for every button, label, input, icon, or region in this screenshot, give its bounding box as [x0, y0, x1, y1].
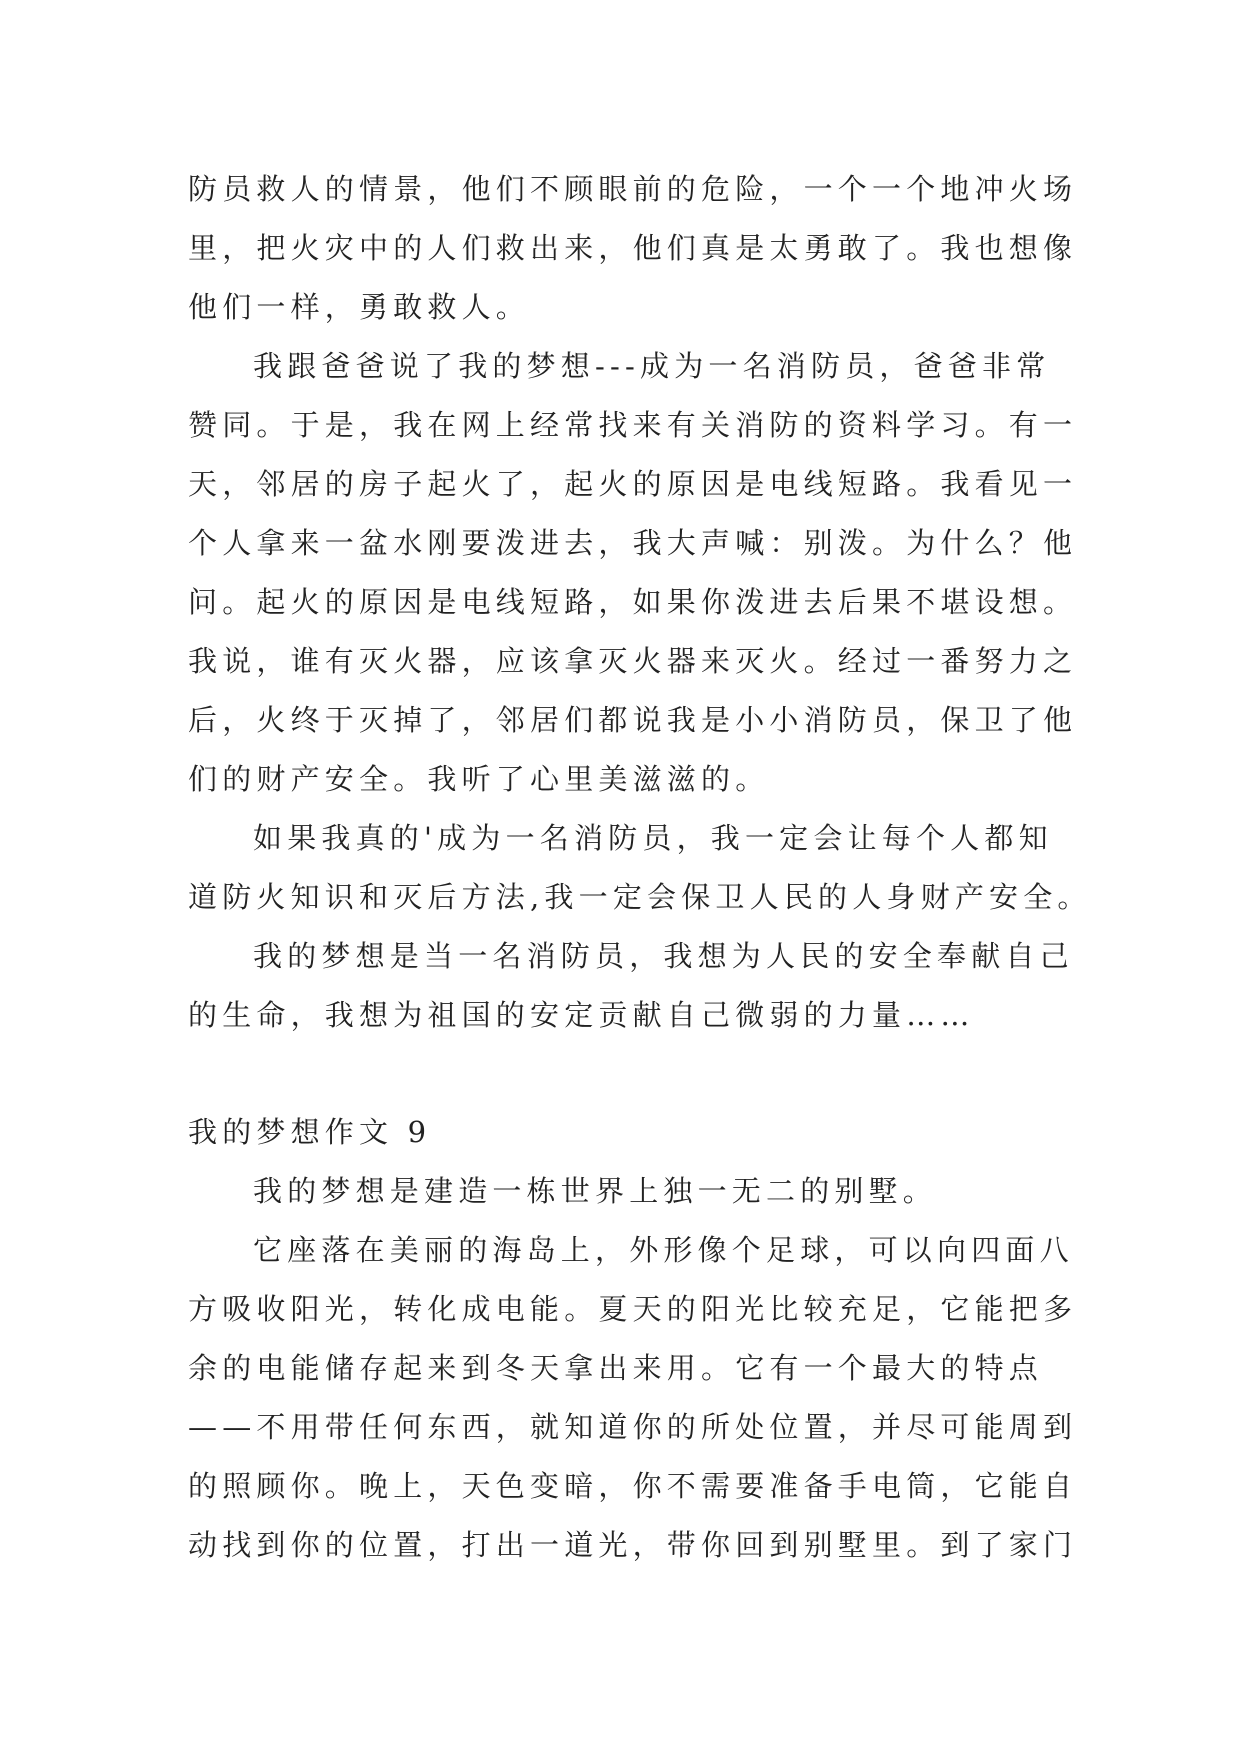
text-line: 赞同。于是，我在网上经常找来有关消防的资料学习。有一 — [188, 408, 1078, 442]
text-line: ——不用带任何东西，就知道你的所处位置，并尽可能周到 — [188, 1410, 1078, 1444]
text-line: 如果我真的'成为一名消防员，我一定会让每个人都知 — [253, 821, 1053, 855]
text-line: 后，火终于灭掉了，邻居们都说我是小小消防员，保卫了他 — [188, 703, 1078, 737]
text-line: 方吸收阳光，转化成电能。夏天的阳光比较充足，它能把多 — [188, 1292, 1078, 1326]
text-line: 里，把火灾中的人们救出来，他们真是太勇敢了。我也想像 — [188, 231, 1078, 265]
paragraph-villa-description — [188, 1221, 1078, 1575]
paragraph-continued — [188, 160, 1078, 337]
text-line: 余的电能储存起来到冬天拿出来用。它有一个最大的特点 — [188, 1351, 1044, 1385]
paragraph-if-firefighter — [188, 809, 1092, 927]
text-line: 们的财产安全。我听了心里美滋滋的。 — [188, 762, 770, 796]
paragraph-conclusion — [188, 927, 1074, 1045]
text-line: 我的梦想是建造一栋世界上独一无二的别墅。 — [253, 1174, 938, 1208]
paragraph-villa-intro — [188, 1162, 1058, 1221]
text-line: 天，邻居的房子起火了，起火的原因是电线短路。我看见一 — [188, 467, 1078, 501]
essay-heading: 我的梦想作文 9 — [188, 1115, 432, 1149]
text-line: 道防火知识和灭后方法,我一定会保卫人民的人身财产安全。 — [188, 880, 1092, 914]
text-line: 的照顾你。晚上，天色变暗，你不需要准备手电筒，它能自 — [188, 1469, 1078, 1503]
text-line: 个人拿来一盆水刚要泼进去，我大声喊：别泼。为什么？他 — [188, 526, 1078, 560]
text-line: 问。起火的原因是电线短路，如果你泼进去后果不堪设想。 — [188, 585, 1078, 619]
text-line: 他们一样，勇敢救人。 — [188, 290, 531, 324]
section-gap — [188, 1045, 1058, 1103]
text-line: 我跟爸爸说了我的梦想---成为一名消防员，爸爸非常 — [253, 349, 1051, 383]
text-line: 我的梦想是当一名消防员，我想为人民的安全奉献自己 — [253, 939, 1074, 973]
text-line: 防员救人的情景，他们不顾眼前的危险，一个一个地冲火场 — [188, 172, 1078, 206]
paragraph-dream-firefighter — [188, 337, 1078, 809]
document-page — [188, 160, 1092, 1575]
text-line: 我说，谁有灭火器，应该拿灭火器来灭火。经过一番努力之 — [188, 644, 1078, 678]
text-line: 的生命，我想为祖国的安定贡献自己微弱的力量…… — [188, 998, 975, 1032]
text-line: 它座落在美丽的海岛上，外形像个足球，可以向四面八 — [253, 1233, 1074, 1267]
text-line: 动找到你的位置，打出一道光，带你回到别墅里。到了家门 — [188, 1528, 1078, 1562]
